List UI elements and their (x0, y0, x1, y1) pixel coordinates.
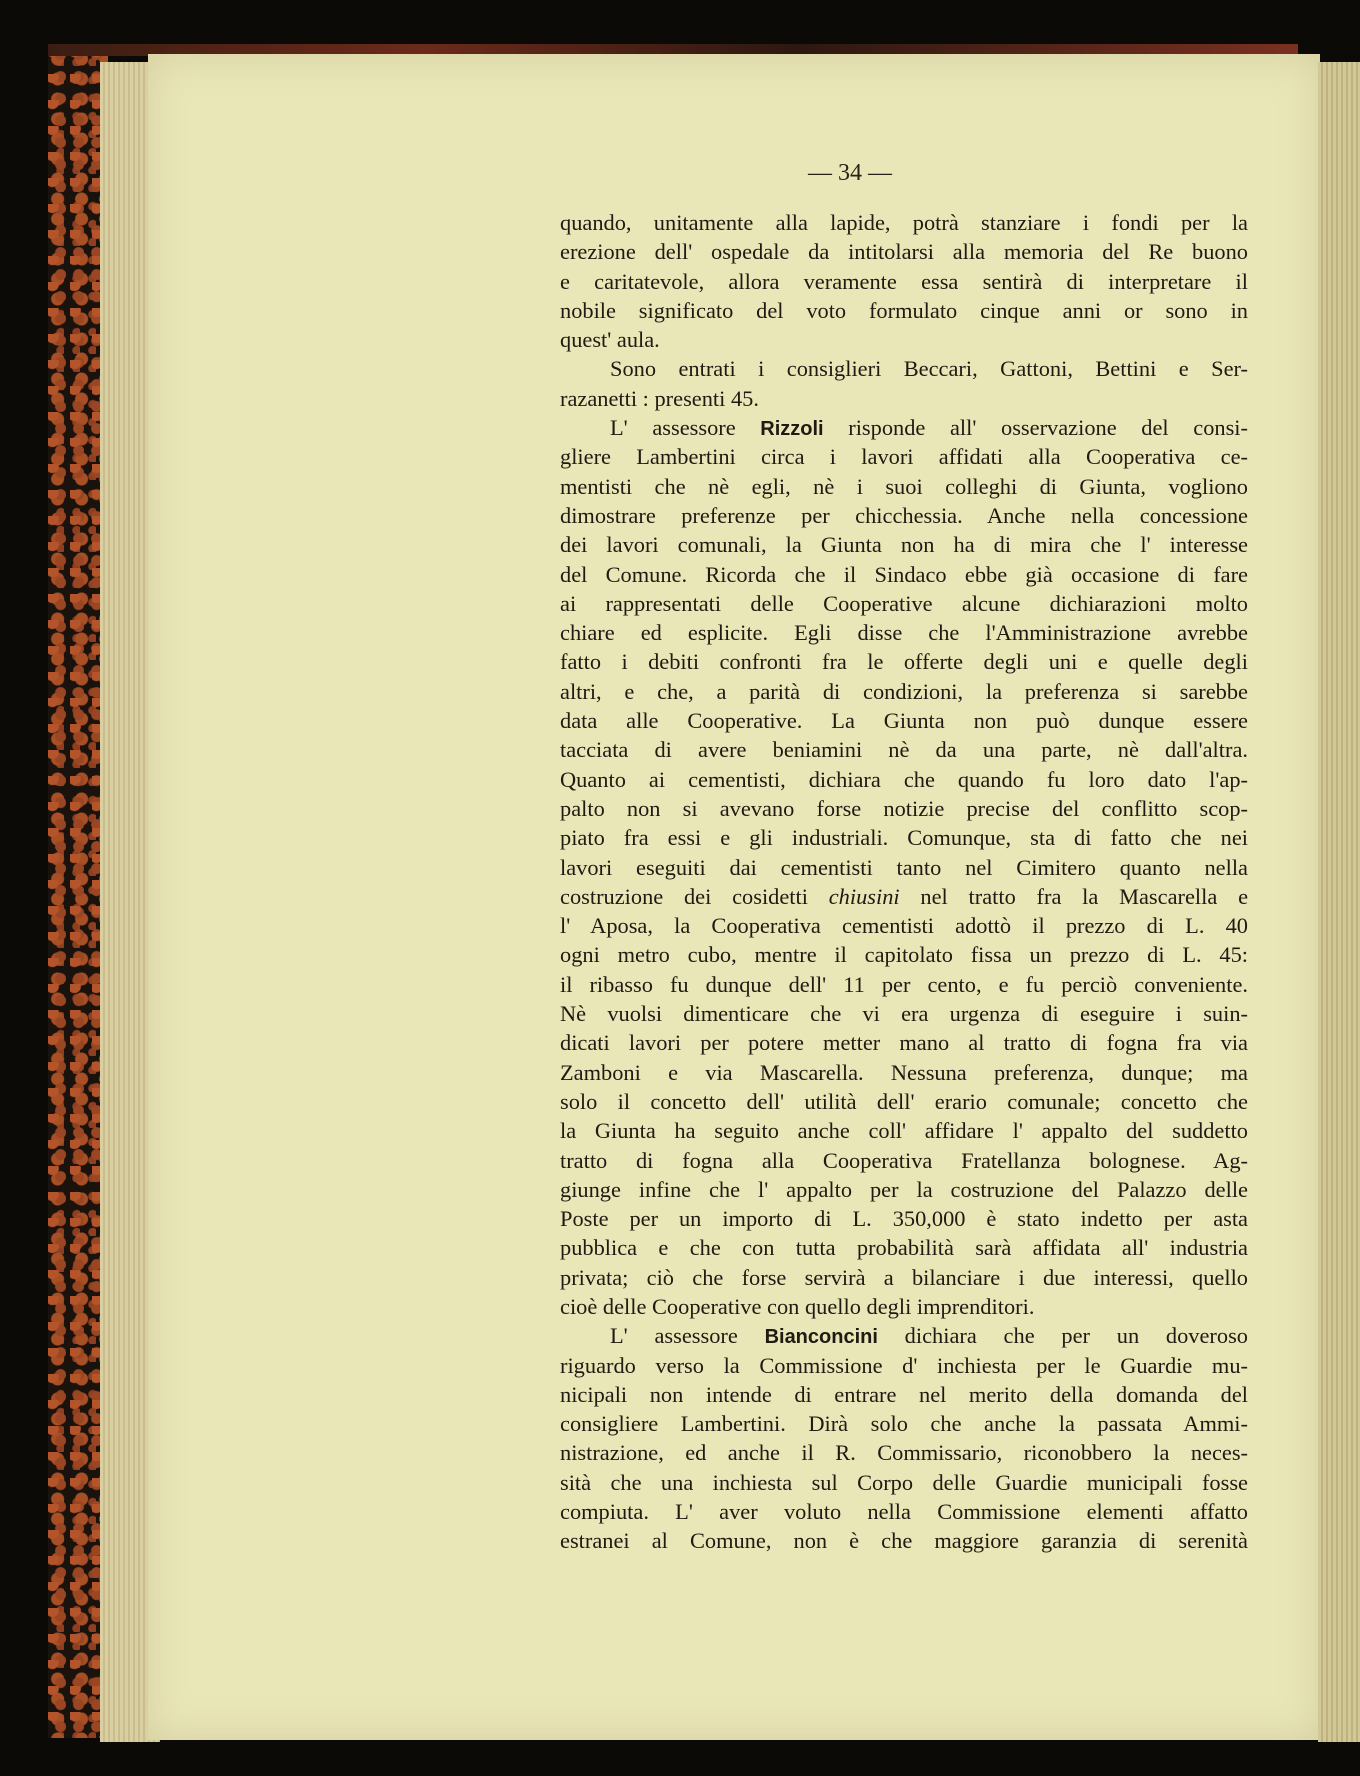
text-line: l' Aposa, la Cooperativa cementisti adottò il prezzo di L. 40 (560, 913, 1248, 939)
text-line: altri, e che, a parità di condizioni, la preferenza si sarebbe (560, 678, 1248, 704)
text-line: dei lavori comunali, la Giunta non ha di mira che l' interesse (560, 532, 1248, 558)
text-line: lavori eseguiti dai cementisti tanto nel Cimitero quanto nella (560, 854, 1248, 880)
text-line: sità che una inchiesta sul Corpo delle Guardie municipali fosse (560, 1469, 1248, 1495)
text-line: palto non si avevano forse notizie precise del conflitto scop- (560, 795, 1248, 821)
text-line: ai rappresentati delle Cooperative alcune dichiarazioni molto (560, 590, 1248, 616)
text-line: data alle Cooperative. La Giunta non può dunque essere (560, 708, 1248, 734)
text-fragment: costruzione dei cosidetti (560, 883, 829, 909)
text-line: pubblica e che con tutta probabilità sarà affidata all' industria (560, 1235, 1248, 1261)
text-fragment: risponde all' osservazione del consi- (823, 415, 1248, 441)
text-line: dicati lavori per potere metter mano al tratto di fogna fra via (560, 1030, 1248, 1056)
text-line: solo il concetto dell' utilità dell' erario comunale; concetto che (560, 1088, 1248, 1114)
text-line: chiare ed esplicite. Egli disse che l'Amministrazione avrebbe (560, 620, 1248, 646)
text-line: riguardo verso la Commissione d' inchiesta per le Guardie mu- (560, 1352, 1248, 1378)
text-line: privata; ciò che forse servirà a bilanciare i due interessi, quello (560, 1264, 1248, 1290)
text-line (560, 1321, 1248, 1350)
text-line: quest' aula. (560, 327, 660, 353)
text-fragment: L' assessore (610, 415, 761, 441)
text-line: mentisti che nè egli, nè i suoi colleghi di Giunta, vogliono (560, 473, 1248, 499)
text-line: gliere Lambertini circa i lavori affidati alla Cooperativa ce- (560, 444, 1248, 470)
text-line: erezione dell' ospedale da intitolarsi alla memoria del Re buono (560, 239, 1248, 265)
text-line: il ribasso fu dunque dell' 11 per cento, e fu perciò conveniente. (560, 971, 1248, 997)
text-line: quando, unitamente alla lapide, potrà stanziare i fondi per la (560, 210, 1248, 235)
text-line: la Giunta ha seguito anche coll' affidare l' appalto del suddetto (560, 1118, 1248, 1144)
body-text (560, 208, 1248, 1556)
speaker-name: Rizzoli (760, 418, 824, 441)
text-line: consigliere Lambertini. Dirà solo che anche la passata Ammi- (560, 1411, 1248, 1437)
text-line: e caritatevole, allora veramente essa sentirà di interpretare il (560, 268, 1248, 294)
marbled-cover (48, 48, 108, 1738)
text-line: nistrazione, ed anche il R. Commissario, riconobbero la neces- (560, 1440, 1248, 1466)
text-line: nobile significato del voto formulato cinque anni or sono in (560, 297, 1248, 323)
page-number: — 34 — (808, 160, 892, 186)
text-line: fatto i debiti confronti fra le offerte degli uni e quelle degli (560, 649, 1248, 675)
text-line: giunge infine che l' appalto per la costruzione del Palazzo delle (560, 1176, 1248, 1202)
text-line: Zamboni e via Mascarella. Nessuna preferenza, dunque; ma (560, 1059, 1248, 1085)
text-line: cioè delle Cooperative con quello degli imprenditori. (560, 1293, 1035, 1319)
right-page-edges (1318, 62, 1360, 1742)
text-line: Poste per un importo di L. 350,000 è stato indetto per asta (560, 1206, 1248, 1232)
text-fragment: nel tratto fra la Mascarella e (899, 883, 1249, 909)
text-line (560, 882, 1248, 911)
text-line: compiuta. L' aver voluto nella Commissione elementi affatto (560, 1499, 1248, 1525)
text-line: Nè vuolsi dimenticare che vi era urgenza di eseguire i suin- (560, 1001, 1248, 1027)
text-line: nicipali non intende di entrare nel merito della domanda del (560, 1381, 1248, 1407)
text-line: estranei al Comune, non è che maggiore garanzia di serenità (560, 1528, 1248, 1554)
text-line: tratto di fogna alla Cooperativa Fratellanza bolognese. Ag- (560, 1147, 1248, 1173)
text-line: Sono entrati i consiglieri Beccari, Gattoni, Bettini e Ser- (610, 356, 1248, 382)
text-line (560, 413, 1248, 442)
text-line: piato fra essi e gli industriali. Comunque, sta di fatto che nei (560, 825, 1248, 851)
text-fragment: dichiara che per un doveroso (877, 1323, 1248, 1349)
text-line: del Comune. Ricorda che il Sindaco ebbe già occasione di fare (560, 561, 1248, 587)
text-line: razanetti : presenti 45. (560, 385, 759, 411)
italic-term: chiusini (828, 883, 900, 909)
text-line: tacciata di avere beniamini nè da una parte, nè dall'altra. (560, 737, 1248, 763)
text-line: Quanto ai cementisti, dichiara che quando fu loro dato l'ap- (560, 766, 1248, 792)
text-fragment: L' assessore (610, 1323, 765, 1349)
text-line: ogni metro cubo, mentre il capitolato fissa un prezzo di L. 45: (560, 942, 1248, 968)
text-line: dimostrare preferenze per chicchessia. Anche nella concessione (560, 502, 1248, 528)
speaker-name: Bianconcini (764, 1326, 878, 1349)
